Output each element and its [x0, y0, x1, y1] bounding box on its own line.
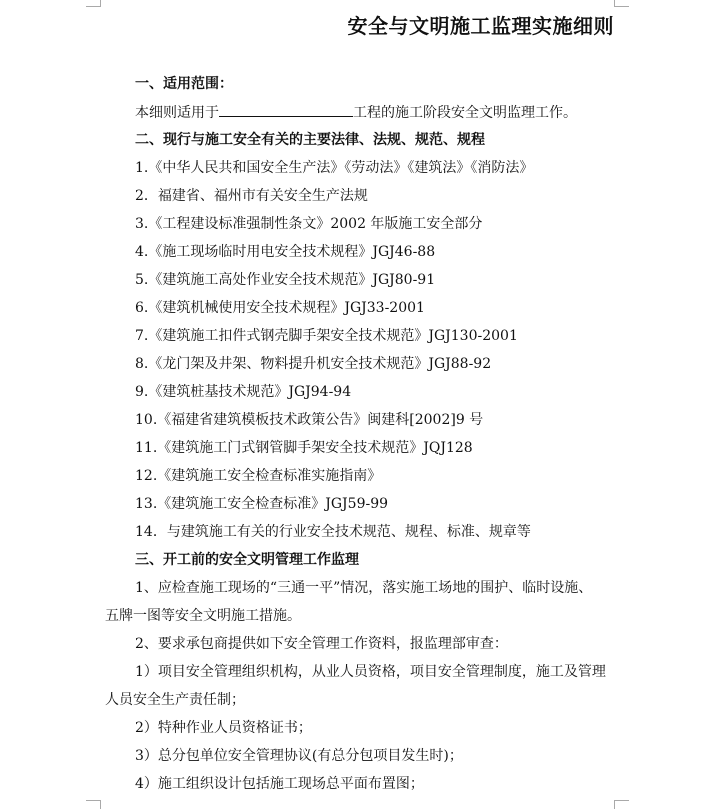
- paragraph-2: 2、要求承包商提供如下安全管理工作资料，报监理部审查：: [135, 636, 508, 652]
- regulation-item: 6.《建筑机械使用安全技术规程》JGJ33-2001: [135, 300, 425, 316]
- regulation-item: 5.《建筑施工高处作业安全技术规范》JGJ80-91: [135, 272, 436, 288]
- regulation-item: 4.《施工现场临时用电安全技术规程》JGJ46-88: [135, 244, 436, 260]
- regulation-item: 14．与建筑施工有关的行业安全技术规范、规程、标准、规章等: [135, 524, 531, 540]
- sub-item-4: 4）施工组织设计包括施工现场总平面布置图；: [135, 776, 424, 792]
- regulation-item: 10.《福建省建筑模板技术政策公告》闽建科[2002]9 号: [135, 412, 484, 428]
- page-corner-mark-bottom-left: [86, 800, 101, 809]
- page-corner-mark-top-right: [614, 0, 629, 7]
- section-heading-regulations: 二、现行与施工安全有关的主要法律、法规、规范、规程: [135, 132, 485, 148]
- page-corner-mark-top-left: [86, 0, 101, 7]
- sub-item-1-line-1: 1）项目安全管理组织机构，从业人员资格，项目安全管理制度，施工及管理: [135, 664, 606, 680]
- regulation-item: 2．福建省、福州市有关安全生产法规: [135, 188, 368, 204]
- scope-text-after: 工程的施工阶段安全文明监理工作。: [353, 105, 577, 121]
- paragraph-1-line-1: 1、应检查施工现场的“三通一平”情况，落实施工场地的围护、临时设施、: [135, 580, 593, 596]
- section-heading-scope: 一、适用范围：: [135, 76, 233, 92]
- page-corner-mark-bottom-right: [614, 800, 629, 809]
- regulation-item: 3.《工程建设标准强制性条文》2002 年版施工安全部分: [135, 216, 483, 232]
- scope-text-before: 本细则适用于: [135, 105, 219, 121]
- regulation-item: 12.《建筑施工安全检查标准实施指南》: [135, 468, 382, 484]
- regulation-item: 1.《中华人民共和国安全生产法》《劳动法》《建筑法》《消防法》: [135, 160, 534, 176]
- regulation-item: 13.《建筑施工安全检查标准》JGJ59-99: [135, 496, 389, 512]
- regulation-item: 9.《建筑桩基技术规范》JGJ94-94: [135, 384, 352, 400]
- document-title: 安全与文明施工监理实施细则: [347, 14, 614, 38]
- paragraph-1-line-2: 五牌一图等安全文明施工措施。: [105, 608, 301, 624]
- scope-sentence: [135, 103, 577, 122]
- sub-item-3: 3）总分包单位安全管理协议(有总分包项目发生时)；: [135, 748, 463, 764]
- regulation-item: 8.《龙门架及井架、物料提升机安全技术规范》JGJ88-92: [135, 356, 492, 372]
- sub-item-1-line-2: 人员安全生产责任制；: [105, 692, 245, 708]
- project-name-blank: [219, 103, 353, 117]
- regulation-item: 7.《建筑施工扣件式钢壳脚手架安全技术规范》JGJ130-2001: [135, 328, 518, 344]
- sub-item-2: 2）特种作业人员资格证书；: [135, 720, 312, 736]
- regulation-item: 11.《建筑施工门式钢管脚手架安全技术规范》JQJ128: [135, 440, 473, 456]
- section-heading-pre-construction: 三、开工前的安全文明管理工作监理: [135, 552, 359, 568]
